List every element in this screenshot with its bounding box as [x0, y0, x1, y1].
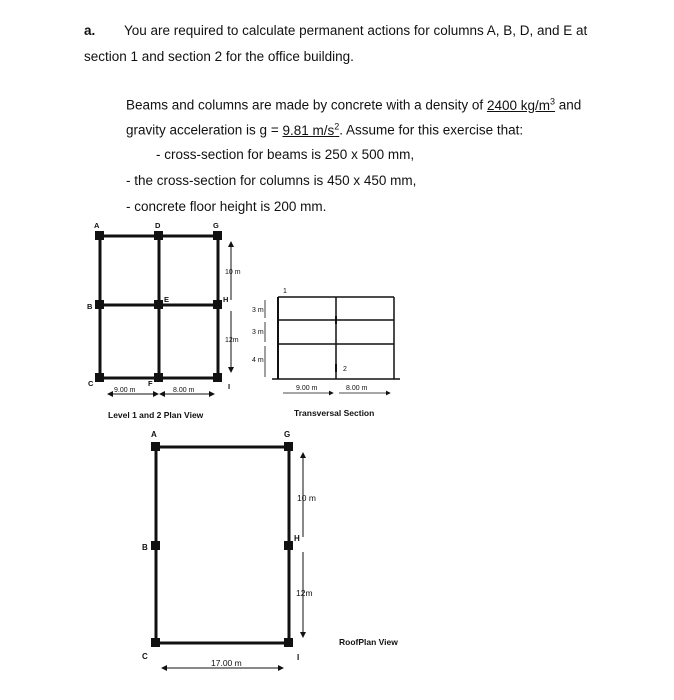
roof-node-a: A	[151, 430, 157, 439]
section-level-1: 1	[283, 288, 287, 295]
plan-node-b: B	[87, 302, 93, 311]
roof-node-h: H	[294, 534, 300, 543]
roof-dim-y2: 12m	[296, 588, 313, 598]
section-dim-h3-label: 4 m	[252, 357, 264, 364]
section-labels	[252, 288, 368, 392]
section-dim-h2-label: 3 m	[252, 329, 264, 336]
plan-node-d: D	[155, 221, 161, 230]
roof-node-c: C	[142, 652, 148, 661]
roof-title: RoofPlan View	[339, 637, 398, 647]
roof-node-labels	[142, 430, 300, 662]
question-line-2: section 1 and section 2 for the office building.	[84, 49, 354, 64]
plan-node-a: A	[94, 221, 100, 230]
roof-dim-x: 17.00 m	[211, 658, 242, 668]
question-line-1: You are required to calculate permanent actions for columns A, B, D, and E at	[124, 23, 588, 38]
given-line-1-pre: Beams and columns are made by concrete with a density of	[126, 97, 484, 113]
given-line-2-pre: gravity acceleration is g =	[126, 122, 279, 138]
plan-title: Level 1 and 2 Plan View	[108, 410, 204, 420]
roof-node-i: I	[297, 653, 300, 662]
plan-node-c: C	[88, 379, 94, 388]
plan-node-f: F	[148, 379, 153, 388]
roof-view	[151, 442, 303, 668]
plan-node-h: H	[223, 295, 229, 304]
roof-node-g: G	[284, 430, 291, 439]
roof-node-b: B	[142, 543, 148, 552]
section-dim-x1-label: 9.00 m	[296, 385, 318, 392]
given-item-floor: - concrete floor height is 200 mm.	[126, 199, 327, 214]
section-level-2: 2	[343, 366, 347, 373]
plan-node-e: E	[164, 295, 170, 304]
plan-dim-y1: 10 m	[225, 269, 241, 276]
given-line-1-post: and	[558, 97, 582, 113]
plan-dim-x2: 8.00 m	[173, 387, 195, 394]
plan-dim-x1: 9.00 m	[114, 387, 136, 394]
plan-node-g: G	[213, 221, 219, 230]
plan-view	[95, 231, 231, 394]
section-title: Transversal Section	[294, 408, 375, 418]
plan-node-i: I	[228, 382, 231, 391]
density-value: 2400 $kg/m^3$	[486, 96, 556, 113]
roof-dim-y1: 10 m	[297, 493, 316, 503]
section-dim-x2-label: 8.00 m	[346, 385, 368, 392]
section-view	[265, 297, 400, 393]
section-dim-h1-label: 3 m	[252, 307, 264, 314]
given-item-beams: - cross-section for beams is 250 x 500 mm,	[156, 147, 415, 162]
question-marker: a.	[84, 23, 96, 38]
plan-dim-y2: 12m	[225, 337, 239, 344]
gravity-value: 9.81 $m/s^2$	[282, 121, 340, 138]
given-line-2-post: . Assume for this exercise that:	[339, 122, 524, 138]
given-item-columns: - the cross-section for columns is 450 x 450 mm,	[126, 173, 417, 188]
roof-columns	[151, 442, 293, 647]
